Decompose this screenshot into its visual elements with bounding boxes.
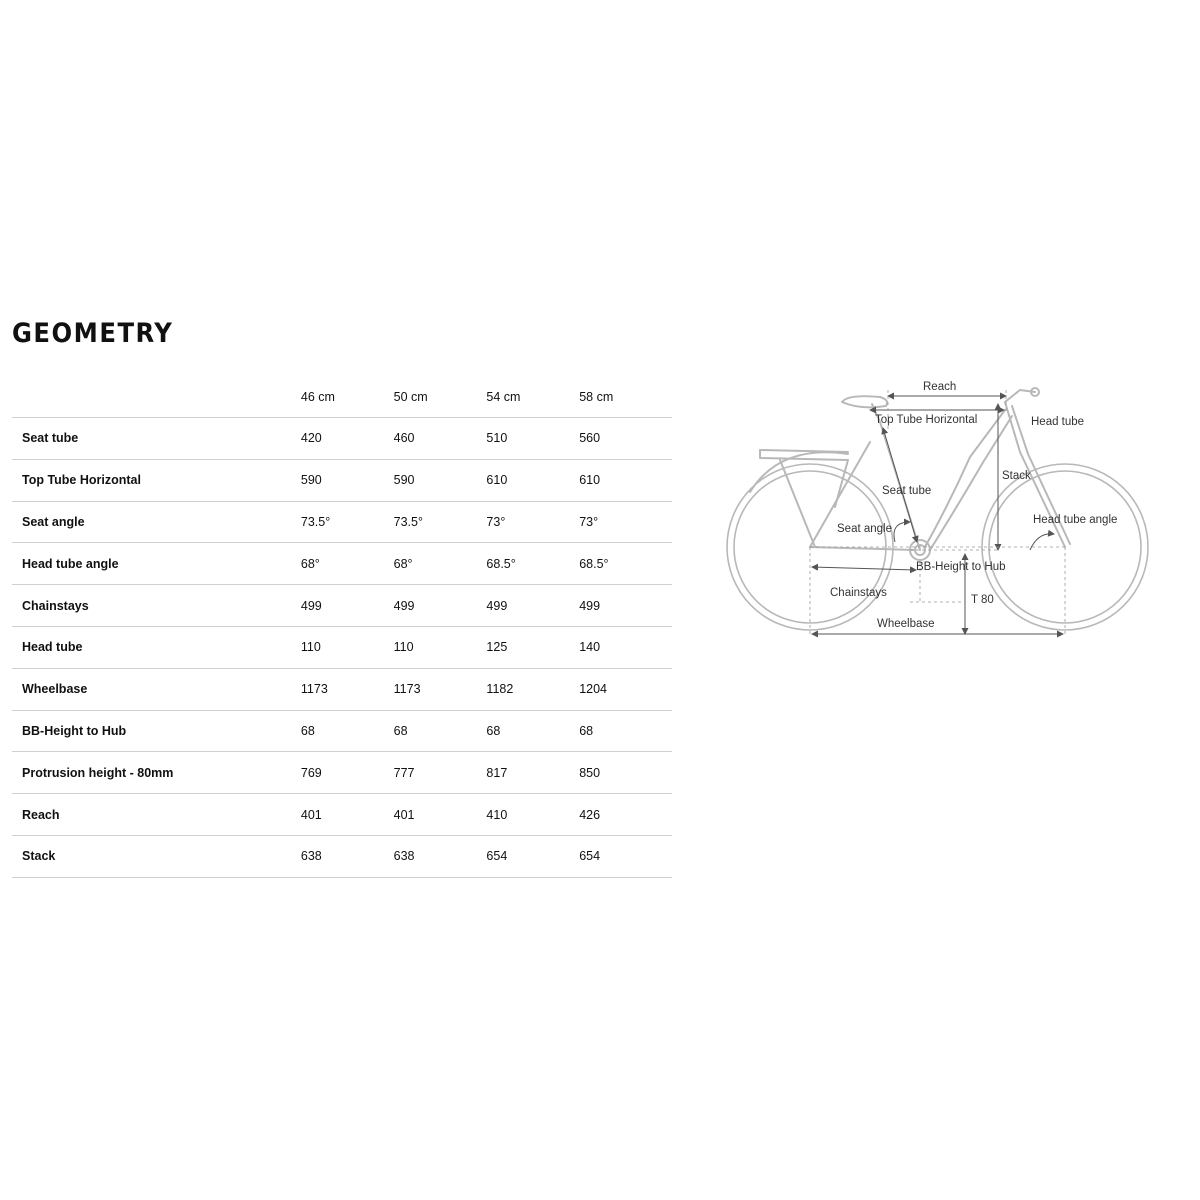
table-row [12, 418, 672, 460]
table-row [12, 459, 672, 501]
cell-value: 777 [394, 752, 487, 794]
cell-value: 610 [486, 459, 579, 501]
cell-value: 499 [301, 585, 394, 627]
cell-value: 426 [579, 794, 672, 836]
row-label: Head tube angle [12, 543, 301, 585]
label-seat-angle: Seat angle [837, 523, 892, 535]
cell-value: 110 [301, 626, 394, 668]
label-wheelbase: Wheelbase [877, 618, 935, 630]
cell-value: 638 [301, 835, 394, 877]
row-label: Top Tube Horizontal [12, 459, 301, 501]
geometry-table [12, 377, 672, 878]
cell-value: 68 [301, 710, 394, 752]
size-header: 54 cm [486, 377, 579, 418]
label-bb-height: BB-Height to Hub [916, 561, 1006, 573]
table-row [12, 668, 672, 710]
cell-value: 499 [579, 585, 672, 627]
row-label: Wheelbase [12, 668, 301, 710]
cell-value: 68.5° [579, 543, 672, 585]
cell-value: 73° [579, 501, 672, 543]
cell-value: 110 [394, 626, 487, 668]
cell-value: 590 [394, 459, 487, 501]
row-label: Reach [12, 794, 301, 836]
label-t80: T 80 [971, 594, 994, 606]
cell-value: 499 [394, 585, 487, 627]
cell-value: 401 [394, 794, 487, 836]
row-label: Seat angle [12, 501, 301, 543]
cell-value: 510 [486, 418, 579, 460]
cell-value: 401 [301, 794, 394, 836]
cell-value: 610 [579, 459, 672, 501]
cell-value: 1182 [486, 668, 579, 710]
label-top-tube: Top Tube Horizontal [875, 414, 978, 426]
row-label: Protrusion height - 80mm [12, 752, 301, 794]
cell-value: 850 [579, 752, 672, 794]
cell-value: 654 [486, 835, 579, 877]
cell-value: 68 [579, 710, 672, 752]
cell-value: 420 [301, 418, 394, 460]
table-row [12, 626, 672, 668]
row-label: Seat tube [12, 418, 301, 460]
table-row [12, 835, 672, 877]
cell-value: 654 [579, 835, 672, 877]
label-head-tube-angle: Head tube angle [1033, 514, 1118, 526]
cell-value: 125 [486, 626, 579, 668]
row-label: Head tube [12, 626, 301, 668]
cell-value: 1204 [579, 668, 672, 710]
geometry-table-body [12, 418, 672, 878]
label-stack: Stack [1002, 470, 1031, 482]
bike-geometry-diagram [720, 372, 1160, 642]
label-reach: Reach [923, 381, 957, 393]
label-seat-tube: Seat tube [882, 485, 932, 497]
table-row [12, 543, 672, 585]
label-head-tube: Head tube [1031, 416, 1085, 428]
size-header: 46 cm [301, 377, 394, 418]
cell-value: 73° [486, 501, 579, 543]
table-row [12, 752, 672, 794]
cell-value: 769 [301, 752, 394, 794]
page-title: GEOMETRY [12, 318, 174, 349]
cell-value: 68° [301, 543, 394, 585]
cell-value: 140 [579, 626, 672, 668]
row-label: Stack [12, 835, 301, 877]
row-label: Chainstays [12, 585, 301, 627]
cell-value: 68 [394, 710, 487, 752]
label-chainstays: Chainstays [830, 587, 887, 599]
table-header-row [12, 377, 672, 418]
cell-value: 1173 [301, 668, 394, 710]
size-header: 58 cm [579, 377, 672, 418]
size-header: 50 cm [394, 377, 487, 418]
row-label: BB-Height to Hub [12, 710, 301, 752]
header-blank-cell [12, 377, 301, 418]
cell-value: 410 [486, 794, 579, 836]
table-row [12, 710, 672, 752]
table-row [12, 501, 672, 543]
cell-value: 73.5° [394, 501, 487, 543]
cell-value: 68° [394, 543, 487, 585]
cell-value: 68 [486, 710, 579, 752]
table-row [12, 794, 672, 836]
table-row [12, 585, 672, 627]
cell-value: 817 [486, 752, 579, 794]
cell-value: 560 [579, 418, 672, 460]
cell-value: 73.5° [301, 501, 394, 543]
cell-value: 460 [394, 418, 487, 460]
cell-value: 499 [486, 585, 579, 627]
cell-value: 68.5° [486, 543, 579, 585]
cell-value: 590 [301, 459, 394, 501]
cell-value: 1173 [394, 668, 487, 710]
cell-value: 638 [394, 835, 487, 877]
